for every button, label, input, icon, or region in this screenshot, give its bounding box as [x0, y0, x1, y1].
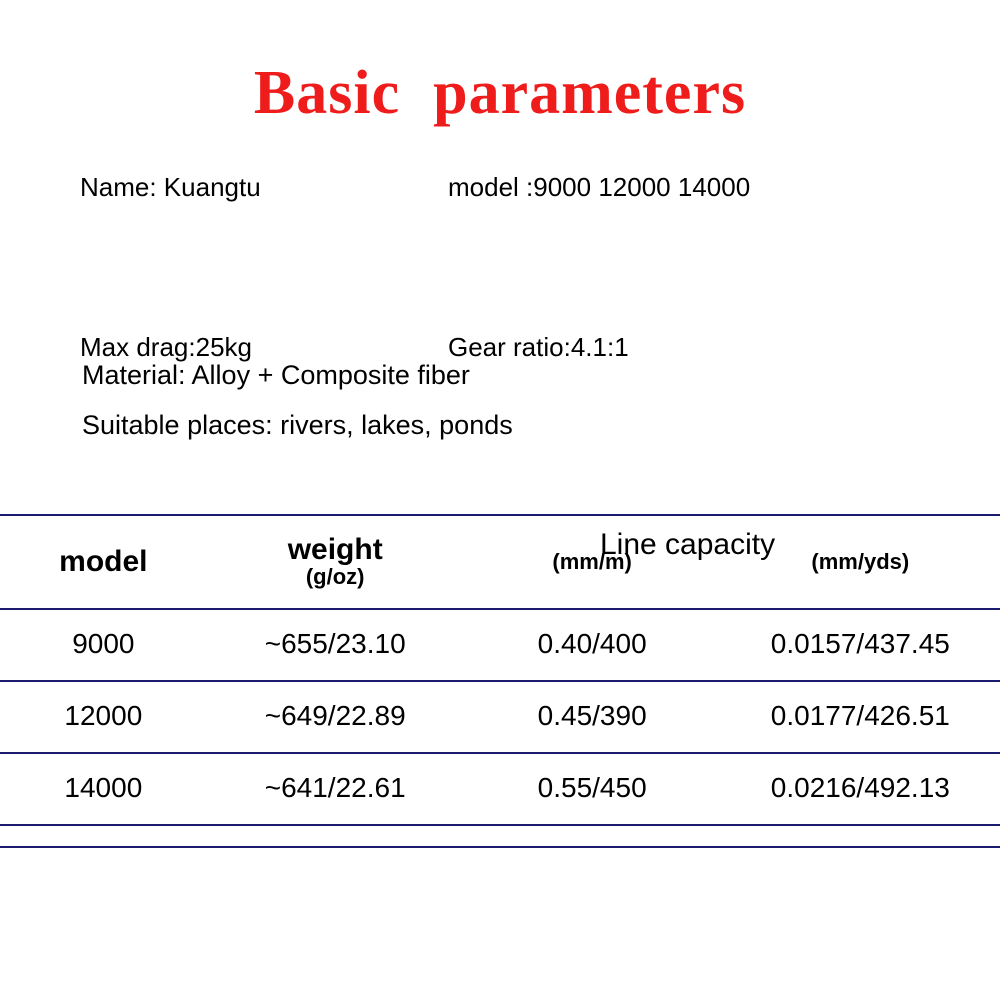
- cell-model: 14000: [64, 772, 143, 803]
- spec-suitable-places: Suitable places: rivers, lakes, ponds: [82, 410, 513, 440]
- page-title: Basic parameters: [253, 59, 747, 127]
- header-weight-unit: (g/oz): [305, 563, 365, 589]
- table-header-row: [0, 516, 1000, 608]
- cell-mm-m: 0.40/400: [537, 628, 647, 659]
- parameters-table: [0, 516, 1000, 824]
- table-rule-bottom: [0, 846, 1000, 848]
- spec-gear-ratio: Gear ratio:4.1:1: [448, 332, 629, 362]
- spec-list: [0, 172, 1000, 440]
- header-mm-yds-unit: (mm/yds): [811, 548, 910, 574]
- table-rule-row3: [0, 824, 1000, 826]
- cell-mm-m: 0.45/390: [537, 700, 647, 731]
- header-model-label: model: [59, 545, 148, 578]
- table-row: [0, 608, 1000, 680]
- line-capacity-header: Line capacity: [600, 528, 776, 561]
- spec-material: Material: Alloy + Composite fiber: [82, 360, 470, 390]
- table-row: [0, 752, 1000, 824]
- cell-weight: ~655/23.10: [264, 628, 406, 659]
- header-weight: [207, 516, 464, 608]
- header-line-capacity-mm-yds: [721, 516, 1000, 608]
- cell-model: 12000: [64, 700, 143, 731]
- cell-model: 9000: [72, 628, 135, 659]
- header-model: [0, 516, 207, 608]
- spec-name: Name: Kuangtu: [80, 172, 261, 202]
- header-line-capacity-mm-m: [464, 516, 721, 608]
- spec-row-name-model: [0, 172, 1000, 232]
- cell-weight: ~641/22.61: [264, 772, 406, 803]
- table-row: [0, 680, 1000, 752]
- header-mm-m-unit: (mm/m): [552, 548, 632, 574]
- cell-mm-yds: 0.0157/437.45: [770, 628, 950, 659]
- cell-weight: ~649/22.89: [264, 700, 406, 731]
- header-weight-label: weight: [287, 532, 383, 566]
- spec-max-drag: Max drag:25kg: [80, 332, 252, 362]
- cell-mm-m: 0.55/450: [537, 772, 647, 803]
- spec-model: model :9000 12000 14000: [448, 172, 751, 202]
- cell-mm-yds: 0.0216/492.13: [770, 772, 950, 803]
- cell-mm-yds: 0.0177/426.51: [770, 700, 950, 731]
